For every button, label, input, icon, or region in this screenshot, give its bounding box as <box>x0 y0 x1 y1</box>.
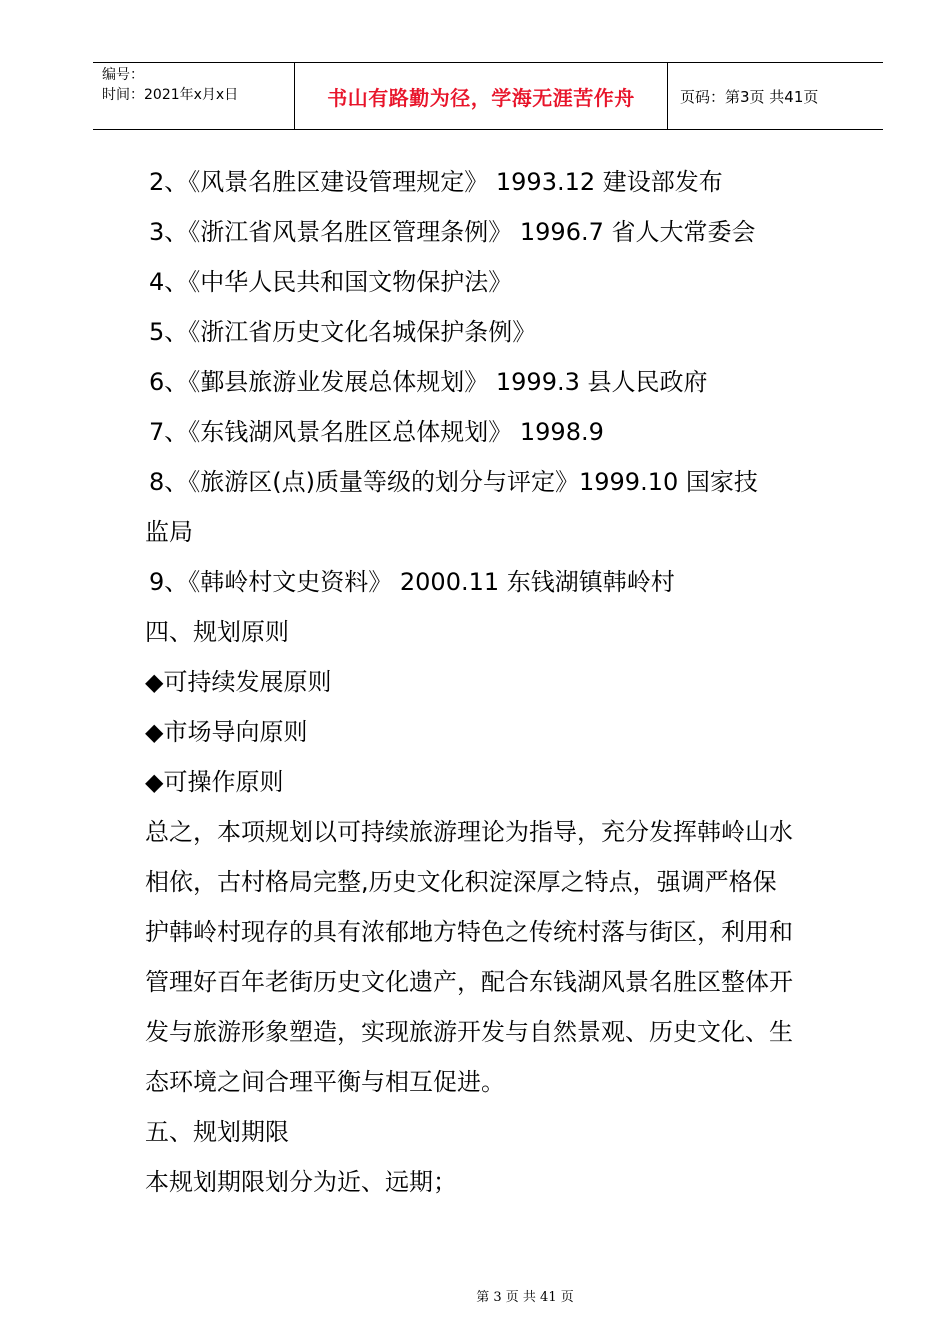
reference-item-3: 3、《浙江省风景名胜区管理条例》 1996.7 省人大常委会 <box>149 218 756 246</box>
page-info: 页码：第3页 共41页 <box>680 87 819 106</box>
principle-sustainable: ◆可持续发展原则 <box>145 668 332 696</box>
time-label: 时间：2021年x月x日 <box>102 87 239 103</box>
document-body <box>145 157 845 1207</box>
summary-paragraph-line: 管理好百年老街历史文化遗产，配合东钱湖风景名胜区整体开 <box>145 968 793 996</box>
reference-item-4: 4、《中华人民共和国文物保护法》 <box>149 268 513 296</box>
header-page-cell <box>668 63 883 129</box>
summary-paragraph-line: 态环境之间合理平衡与相互促进。 <box>145 1068 505 1096</box>
document-header <box>93 62 883 130</box>
header-motto-cell <box>295 63 668 129</box>
summary-paragraph-line: 发与旅游形象塑造，实现旅游开发与自然景观、历史文化、生 <box>145 1018 793 1046</box>
summary-paragraph-line: 总之，本项规划以可持续旅游理论为指导，充分发挥韩岭山水 <box>145 818 793 846</box>
page-footer: 第 3 页 共 41 页 <box>476 1290 574 1305</box>
summary-paragraph-line: 护韩岭村现存的具有浓郁地方特色之传统村落与街区，利用和 <box>145 918 793 946</box>
summary-paragraph-line: 相依，古村格局完整,历史文化积淀深厚之特点，强调严格保 <box>145 868 777 896</box>
number-label: 编号： <box>102 67 144 83</box>
reference-item-5: 5、《浙江省历史文化名城保护条例》 <box>149 318 537 346</box>
reference-item-8: 8、《旅游区(点)质量等级的划分与评定》1999.10 国家技 <box>149 468 758 496</box>
period-paragraph: 本规划期限划分为近、远期； <box>145 1168 457 1196</box>
principle-operable: ◆可操作原则 <box>145 768 284 796</box>
reference-item-6: 6、《鄞县旅游业发展总体规划》 1999.3 县人民政府 <box>149 368 708 396</box>
section-heading-principles: 四、规划原则 <box>145 618 289 646</box>
reference-item-8-continued: 监局 <box>145 518 193 546</box>
reference-item-9: 9、《韩岭村文史资料》 2000.11 东钱湖镇韩岭村 <box>149 568 675 596</box>
motto-text: 书山有路勤为径，学海无涯苦作舟 <box>327 85 635 110</box>
header-meta-cell <box>93 63 295 129</box>
reference-item-7: 7、《东钱湖风景名胜区总体规划》 1998.9 <box>149 418 604 446</box>
principle-market: ◆市场导向原则 <box>145 718 308 746</box>
reference-item-2: 2、《风景名胜区建设管理规定》 1993.12 建设部发布 <box>149 168 723 196</box>
section-heading-period: 五、规划期限 <box>145 1118 289 1146</box>
